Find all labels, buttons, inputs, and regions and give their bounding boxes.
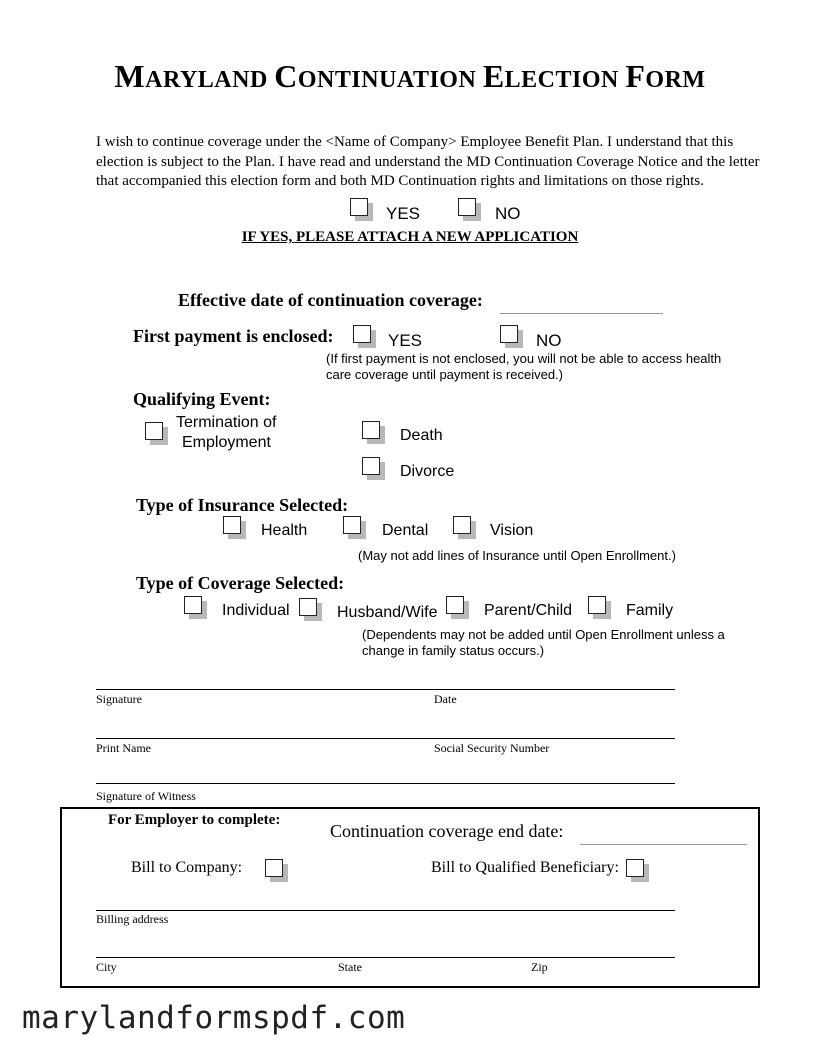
insurance-note: (May not add lines of Insurance until Open Enrollment.) <box>358 548 676 563</box>
first-payment-label: First payment is enclosed: <box>133 326 334 346</box>
witness-label: Signature of Witness <box>96 789 196 803</box>
continue-no-label: NO <box>495 204 521 223</box>
print-name-label: Print Name <box>96 741 151 755</box>
signature-line[interactable] <box>96 689 675 690</box>
city-label: City <box>96 960 117 974</box>
coverage-type-label: Type of Coverage Selected: <box>136 573 345 593</box>
employer-label: For Employer to complete: <box>108 812 281 828</box>
coverage-note-line2: change in family status occurs.) <box>362 643 545 658</box>
death-checkbox[interactable] <box>362 421 380 439</box>
payment-yes-checkbox[interactable] <box>353 325 371 343</box>
payment-yes-label: YES <box>388 331 423 350</box>
husband-wife-checkbox[interactable] <box>299 598 317 616</box>
husband-wife-label: Husband/Wife <box>337 604 438 621</box>
title-letter: M <box>114 58 146 94</box>
death-label: Death <box>400 427 443 444</box>
billing-address-line[interactable] <box>96 910 675 911</box>
bill-beneficiary-label: Bill to Qualified Beneficiary: <box>431 859 619 876</box>
end-date-label: Continuation coverage end date: <box>330 821 564 841</box>
termination-label-line1: Termination of <box>176 414 277 431</box>
title-letter: E <box>482 58 505 94</box>
title-part: ARYLAND <box>145 67 275 93</box>
vision-label: Vision <box>490 522 534 539</box>
coverage-note-line1: (Dependents may not be added until Open Enrollment unless a <box>362 627 725 642</box>
site-watermark: marylandformspdf.com <box>22 1000 406 1036</box>
bill-company-checkbox[interactable] <box>265 859 283 877</box>
effective-date-label: Effective date of continuation coverage: <box>178 290 483 310</box>
family-label: Family <box>626 602 674 619</box>
vision-checkbox[interactable] <box>453 516 471 534</box>
effective-date-field[interactable] <box>500 313 663 314</box>
intro-paragraph: I wish to continue coverage under the <Name of Company> Employee Benefit Plan. I understand that this election is subject to the Plan. I have read and understand the MD Continuation Coverage Notice and the letter that accompanied this election form and both MD Continuation rights and limitations on those rights. <box>96 134 760 189</box>
parent-child-checkbox[interactable] <box>446 596 464 614</box>
witness-line[interactable] <box>96 783 675 784</box>
divorce-label: Divorce <box>400 463 455 480</box>
city-state-zip-line[interactable] <box>96 957 675 958</box>
family-checkbox[interactable] <box>588 596 606 614</box>
health-label: Health <box>261 522 308 539</box>
form-title <box>0 58 820 95</box>
billing-address-label: Billing address <box>96 912 169 926</box>
termination-label-line2: Employment <box>182 434 271 451</box>
payment-no-checkbox[interactable] <box>500 325 518 343</box>
dental-checkbox[interactable] <box>343 516 361 534</box>
bill-beneficiary-checkbox[interactable] <box>626 859 644 877</box>
ssn-label: Social Security Number <box>434 741 550 755</box>
continue-yes-checkbox[interactable] <box>350 198 368 216</box>
divorce-checkbox[interactable] <box>362 457 380 475</box>
title-part: ONTINUATION <box>297 67 483 93</box>
health-checkbox[interactable] <box>223 516 241 534</box>
title-part: LECTION <box>504 67 626 93</box>
continue-no-checkbox[interactable] <box>458 198 476 216</box>
title-letter: C <box>274 58 298 94</box>
bill-company-label: Bill to Company: <box>131 859 243 876</box>
zip-label: Zip <box>531 960 548 974</box>
attach-application-note: IF YES, PLEASE ATTACH A NEW APPLICATION <box>241 229 579 245</box>
title-letter: F <box>625 58 646 94</box>
print-name-line[interactable] <box>96 738 675 739</box>
title-part: ORM <box>645 67 706 93</box>
end-date-field[interactable] <box>580 844 747 845</box>
date-label: Date <box>434 692 457 706</box>
termination-checkbox[interactable] <box>145 422 163 440</box>
signature-label: Signature <box>96 692 142 706</box>
payment-note-line2: care coverage until payment is received.) <box>326 367 564 382</box>
parent-child-label: Parent/Child <box>484 602 573 619</box>
individual-checkbox[interactable] <box>184 596 202 614</box>
dental-label: Dental <box>382 522 429 539</box>
continue-yes-label: YES <box>386 204 421 223</box>
qualifying-event-label: Qualifying Event: <box>133 389 271 409</box>
payment-note-line1: (If first payment is not enclosed, you will not be able to access health <box>326 351 722 366</box>
individual-label: Individual <box>222 602 290 619</box>
insurance-type-label: Type of Insurance Selected: <box>136 495 349 515</box>
state-label: State <box>338 960 362 974</box>
payment-no-label: NO <box>536 331 562 350</box>
